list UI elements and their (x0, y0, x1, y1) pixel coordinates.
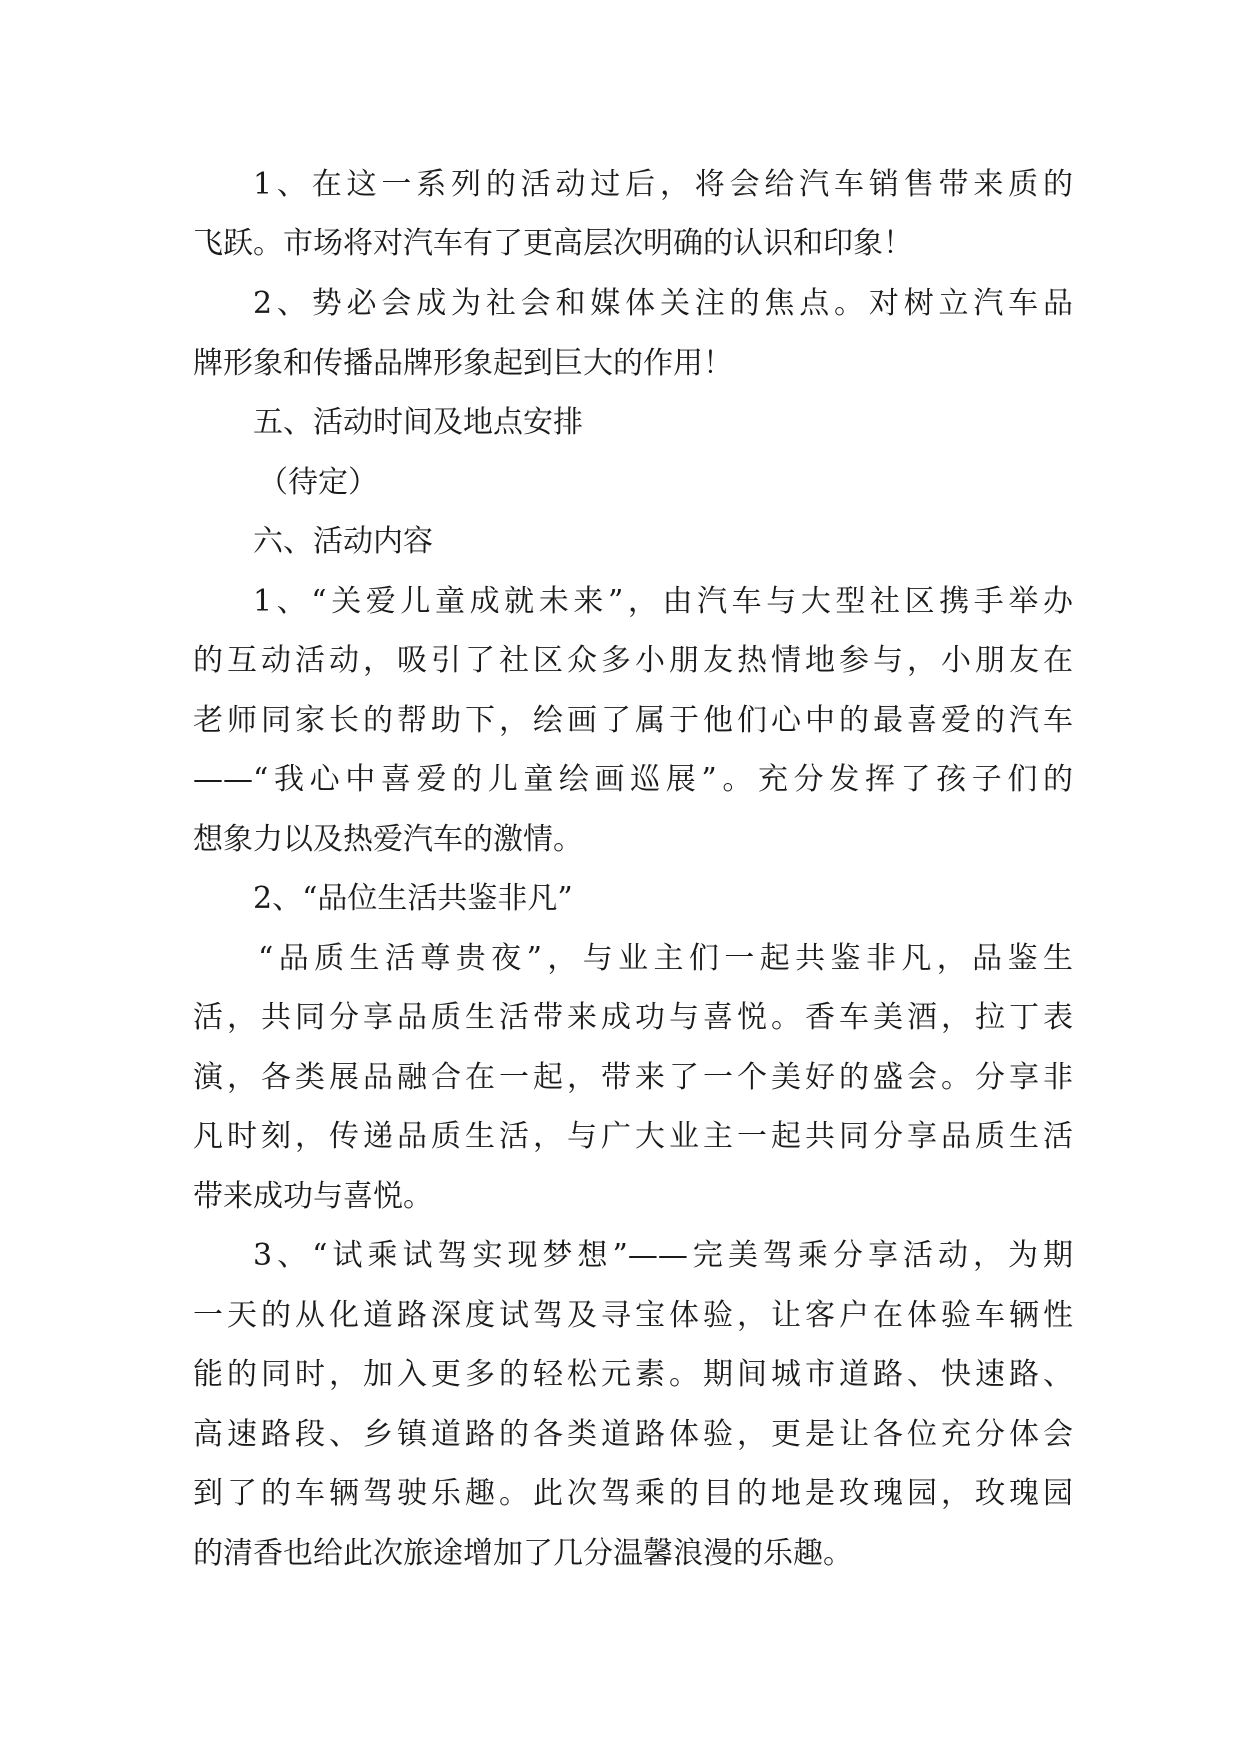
activity-3-line-4: 高速路段、乡镇道路的各类道路体验，更是让各位充分体会 (193, 1417, 1073, 1452)
activity-1-line-2: 的互动活动，吸引了社区众多小朋友热情地参与，小朋友在 (193, 643, 1073, 678)
activity-2-heading: 2、“品位生活共鉴非凡” (253, 881, 573, 916)
activity-3-line-2: 一天的从化道路深度试驾及寻宝体验，让客户在体验车辆性 (193, 1298, 1073, 1333)
activity-1-line-5: 想象力以及热爱汽车的激情。 (193, 822, 583, 857)
activity-2-line-3: 演，各类展品融合在一起，带来了一个美好的盛会。分享非 (193, 1060, 1073, 1095)
activity-2-line-1: “品质生活尊贵夜”，与业主们一起共鉴非凡，品鉴生 (258, 941, 1073, 976)
activity-3-line-1: 3、“试乘试驾实现梦想”——完美驾乘分享活动，为期 (253, 1238, 1073, 1273)
activity-1-line-1: 1、“关爱儿童成就未来”，由汽车与大型社区携手举办 (253, 584, 1073, 619)
activity-3-line-5: 到了的车辆驾驶乐趣。此次驾乘的目的地是玫瑰园，玫瑰园 (193, 1476, 1073, 1511)
activity-3-line-6: 的清香也给此次旅途增加了几分温馨浪漫的乐趣。 (193, 1536, 853, 1571)
paragraph-2-line-1: 2、势必会成为社会和媒体关注的焦点。对树立汽车品 (253, 286, 1073, 321)
paragraph-1-line-1: 1、在这一系列的活动过后，将会给汽车销售带来质的 (253, 167, 1073, 202)
activity-2-line-5: 带来成功与喜悦。 (193, 1179, 433, 1214)
section-heading-6: 六、活动内容 (253, 524, 433, 559)
paragraph-2-line-2: 牌形象和传播品牌形象起到巨大的作用！ (193, 346, 733, 381)
activity-2-line-4: 凡时刻，传递品质生活，与广大业主一起共同分享品质生活 (193, 1119, 1073, 1154)
activity-2-line-2: 活，共同分享品质生活带来成功与喜悦。香车美酒，拉丁表 (193, 1000, 1073, 1035)
activity-3-line-3: 能的同时，加入更多的轻松元素。期间城市道路、快速路、 (193, 1357, 1073, 1392)
activity-1-line-4: ——“我心中喜爱的儿童绘画巡展”。充分发挥了孩子们的 (193, 762, 1073, 797)
pending-note: （待定） (258, 465, 378, 500)
section-heading-5: 五、活动时间及地点安排 (253, 405, 583, 440)
activity-1-line-3: 老师同家长的帮助下，绘画了属于他们心中的最喜爱的汽车 (193, 703, 1073, 738)
paragraph-1-line-2: 飞跃。市场将对汽车有了更高层次明确的认识和印象！ (193, 226, 913, 261)
